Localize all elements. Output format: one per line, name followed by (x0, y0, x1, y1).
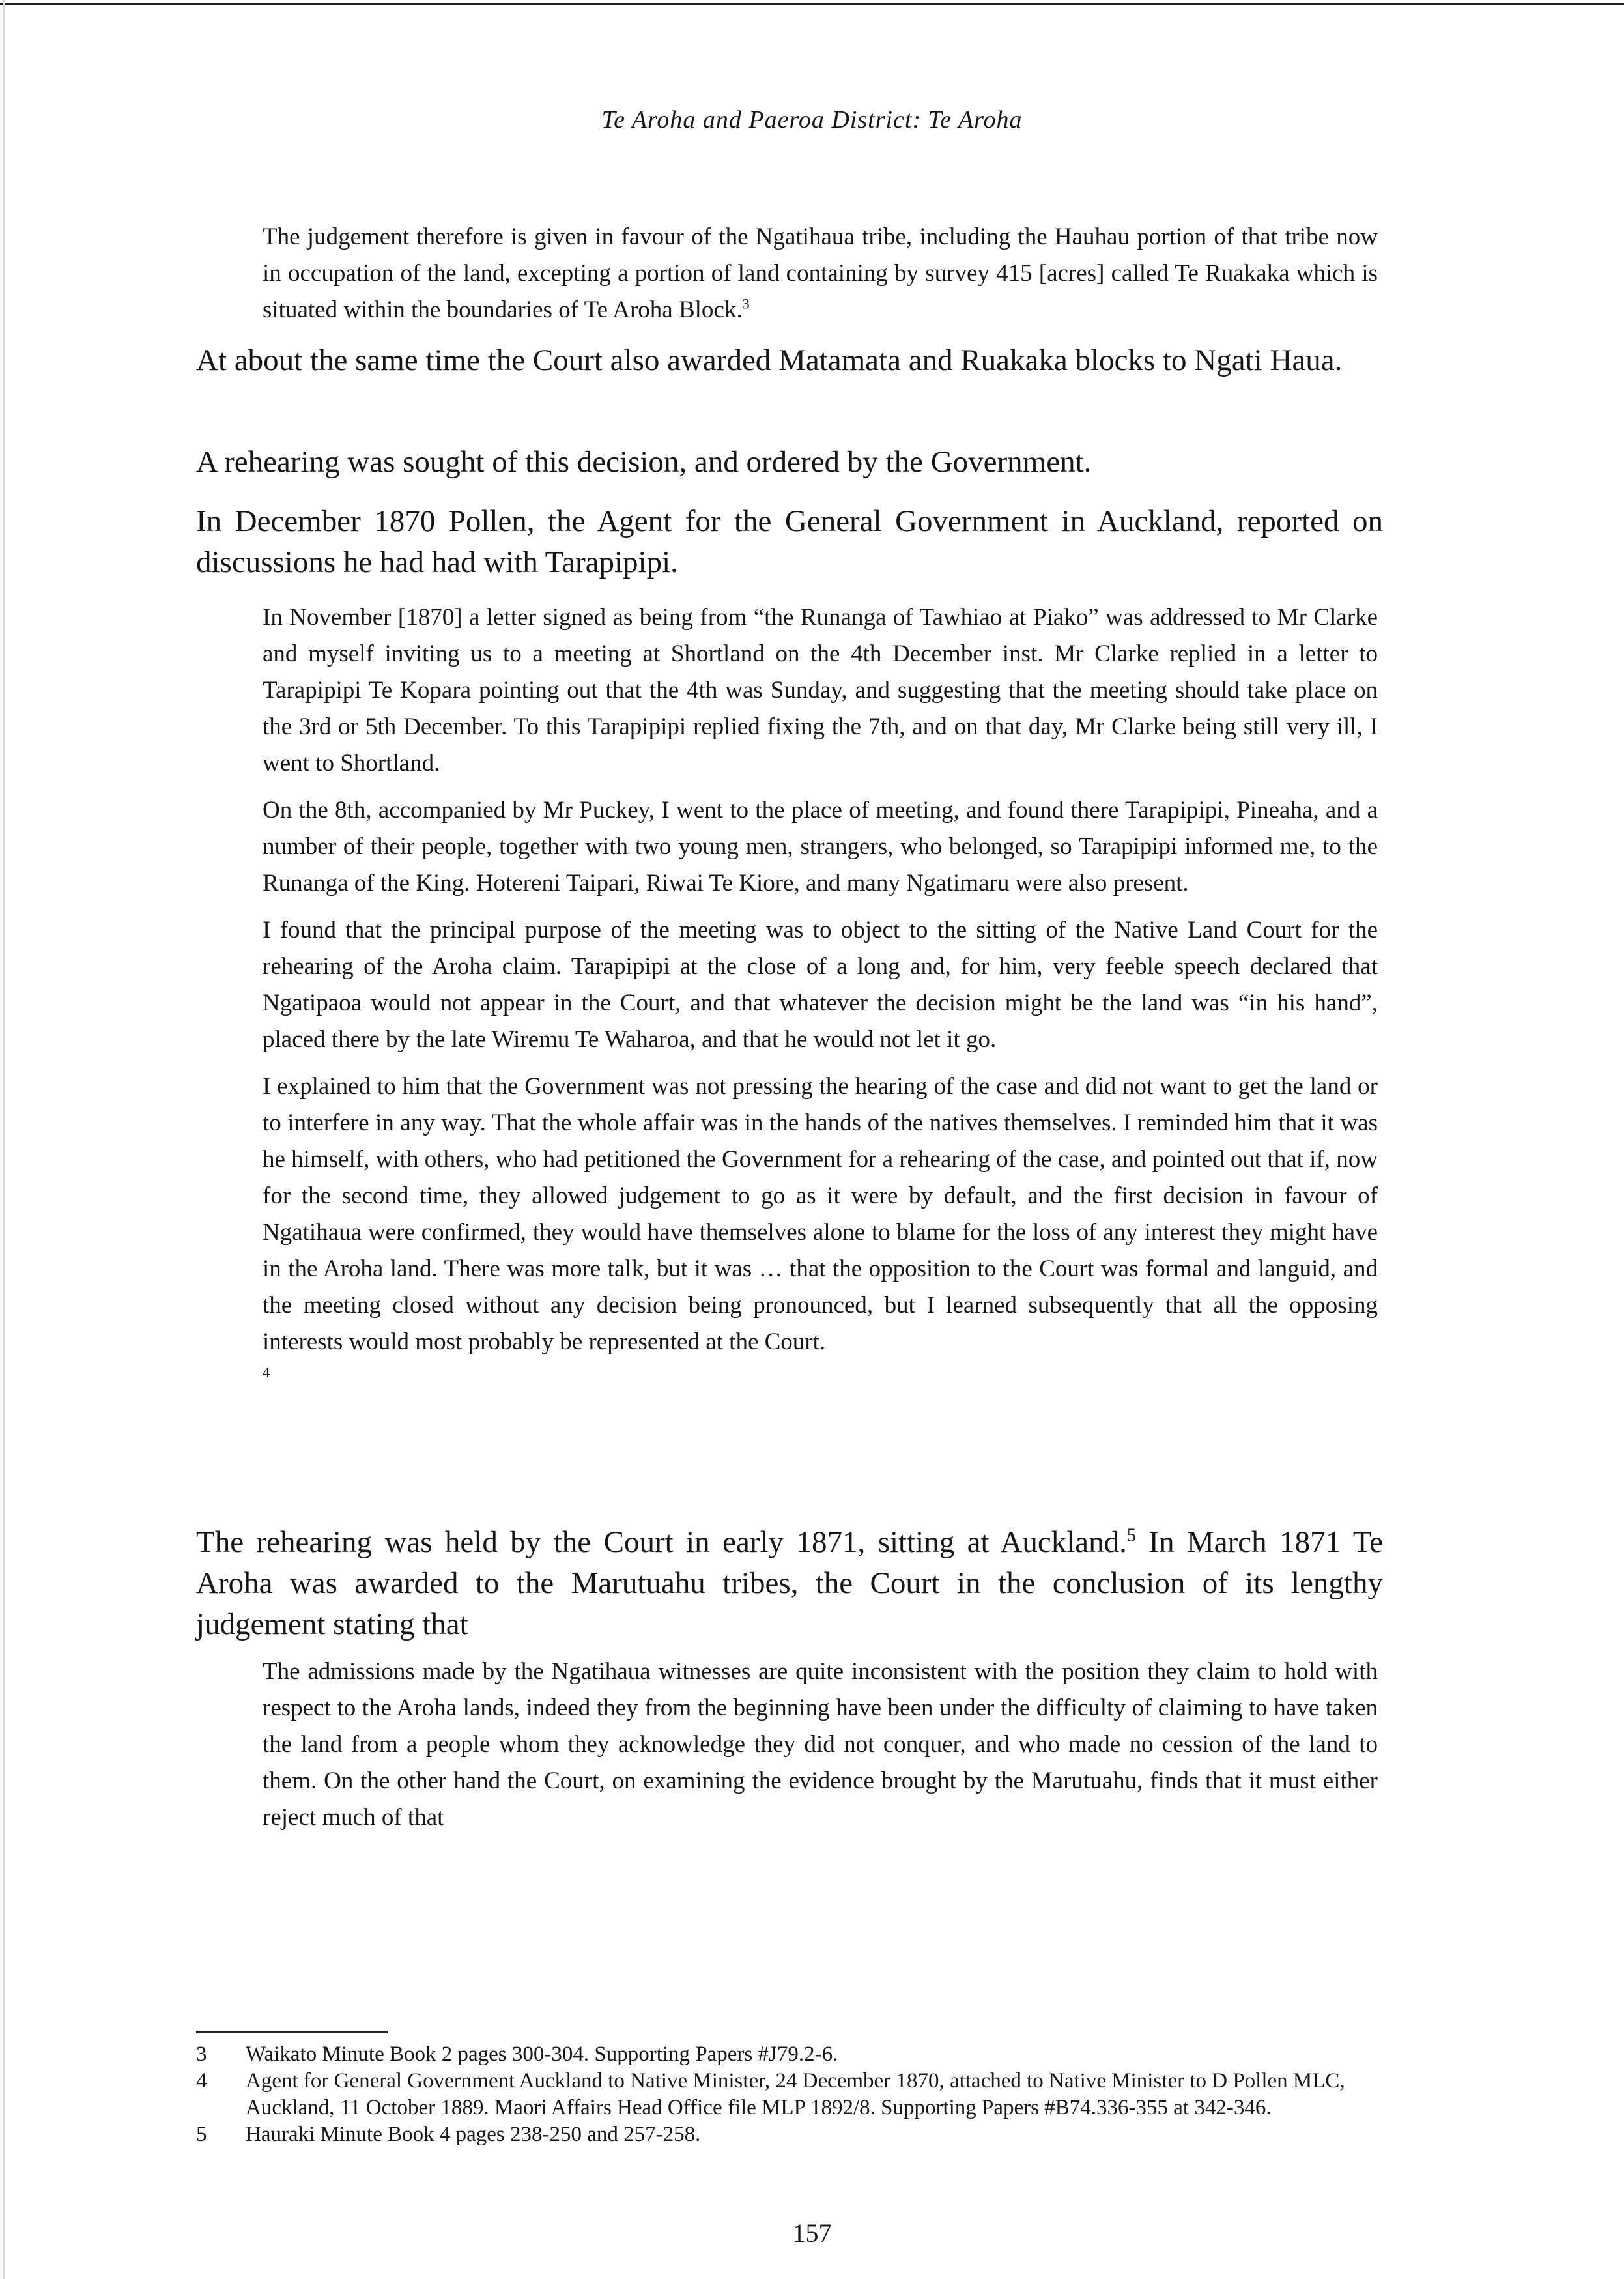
footnote-number: 5 (196, 2123, 207, 2146)
quote-paragraph: I explained to him that the Government was not pressing the hearing of the case and did not want to get the land or to interfere in any way. That the whole affair was in the hands of the natives themselves. I reminded him that it was he himself, with others, who had petitioned the Government for a rehearing of the case, and pointed out that if, now for the second time, they allowed judgement to go as it were by default, and the first decision in favour of Ngatihaua were confirmed, they would have themselves alone to blame for the loss of any interest they might have in the Aroha land. There was more talk, but it was … that the opposition to the Court was formal and languid, and the meeting closed without any decision being pronounced, but I learned subsequently that all the opposing interests would most probably be represented at the Court. (263, 1073, 1378, 1355)
paragraph-text: The rehearing was held by the Court in early 1871, sitting at Auckland. (196, 1525, 1127, 1559)
running-head: Te Aroha and Paeroa District: Te Aroha (601, 106, 1023, 134)
footnote-number: 3 (196, 2042, 207, 2066)
paragraph-matamata: At about the same time the Court also awarded Matamata and Ruakaka blocks to Ngati Haua. (196, 343, 1343, 377)
footnote-ref-4[interactable]: 4 (263, 1364, 270, 1381)
footnote-number: 4 (196, 2069, 207, 2093)
footnote-item (196, 2121, 1382, 2148)
footnote-ref-3[interactable]: 3 (742, 295, 750, 312)
quote-paragraph: In November [1870] a letter signed as being from “the Runanga of Tawhiao at Piako” was addressed to Mr Clarke and myself inviting us to a meeting at Shortland on the 4th December inst. Mr Clarke replied in a letter to Tarapipipi Te Kopara pointing out that the 4th was Sunday, and suggesting that the meeting should take place on the 3rd or 5th December. To this Tarapipipi replied fixing the 7th, and on that day, Mr Clarke being still very ill, I went to Shortland. (263, 604, 1378, 777)
page-number: 157 (792, 2218, 832, 2248)
footnote-separator (196, 2031, 388, 2033)
paragraph-rehearing-1871 (196, 1522, 1383, 1645)
footnote-text: Hauraki Minute Book 4 pages 238-250 and 257-258. (246, 2123, 701, 2146)
paragraph-text: In March 1871 Te Aroha was awarded to the Marutuahu tribes, the Court in the conclusion of its lengthy judgement stating that (196, 1525, 1383, 1641)
footnote-item (196, 2041, 1382, 2068)
quote-paragraph: On the 8th, accompanied by Mr Puckey, I went to the place of meeting, and found there Tarapipipi, Pineaha, and a number of their people, together with two young men, strangers, who belonged, so Tarapipipi informed me, to the Runanga of the King. Hotereni Taipari, Riwai Te Kiore, and many Ngatimaru were also present. (263, 797, 1378, 896)
top-border-rule (0, 3, 1624, 5)
quote-paragraph: I found that the principal purpose of the meeting was to object to the sitting of the Native Land Court for the rehearing of the Aroha claim. Tarapipipi at the close of a long and, for him, very feeble speech declared that Ngatipaoa would not appear in the Court, and that whatever the decision might be the land was “in his hand”, placed there by the late Wiremu Te Waharoa, and that he would not let it go. (263, 917, 1378, 1053)
footnotes (196, 2041, 1382, 2148)
left-border-rule (3, 0, 5, 2279)
footnote-item (196, 2068, 1382, 2121)
block-quote-court-judgement: The admissions made by the Ngatihaua witnesses are quite inconsistent with the position they claim to hold with respect to the Aroha lands, indeed they from the beginning have been under the difficulty of claiming to have taken the land from a people whom they acknowledge they did not conquer, and who made no cession of the land to them. On the other hand the Court, on examining the evidence brought by the Marutuahu, finds that it must either reject much of that (263, 1658, 1378, 1831)
footnote-ref-5[interactable]: 5 (1126, 1525, 1136, 1546)
footnote-text: Waikato Minute Book 2 pages 300-304. Supporting Papers #J79.2-6. (246, 2042, 838, 2066)
block-quote-pollen-report (263, 599, 1378, 1397)
paragraph-rehearing: A rehearing was sought of this decision, and ordered by the Government. (196, 445, 1092, 479)
quote-text: The judgement therefore is given in favour of the Ngatihaua tribe, including the Hauhau portion of that tribe now in occupation of the land, excepting a portion of land containing by survey 415 [acres] called Te Ruakaka which is situated within the boundaries of Te Aroha Block. (263, 223, 1378, 323)
footnote-text: Agent for General Government Auckland to Native Minister, 24 December 1870, attached to Native Minister to D Pollen MLC, Auckland, 11 October 1889. Maori Affairs Head Office file MLP 1892/8. Supporting Papers #B74.336-355 at 342-346. (246, 2069, 1345, 2119)
paragraph-pollen: In December 1870 Pollen, the Agent for the General Government in Auckland, reported on discussions he had had with Tarapipipi. (196, 504, 1383, 579)
block-quote-judgement (263, 219, 1378, 328)
